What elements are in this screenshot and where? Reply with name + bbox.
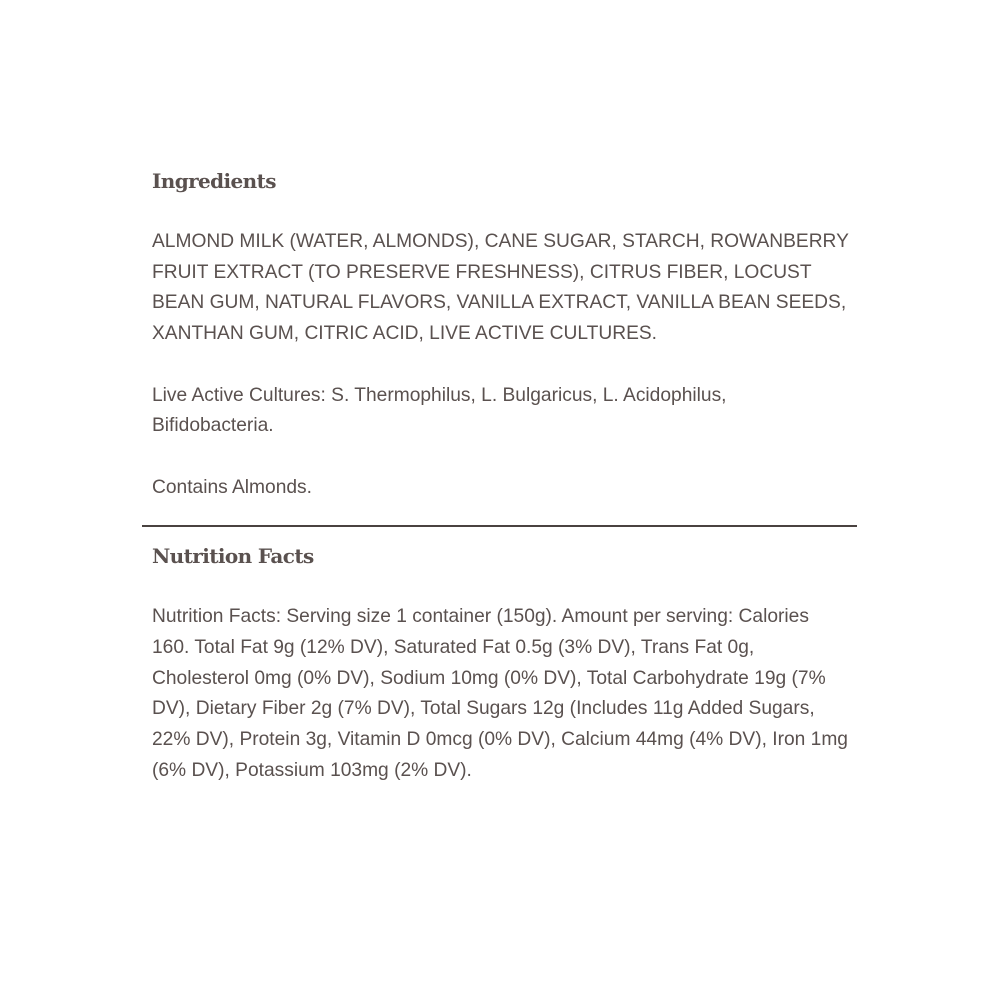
live-cultures-text: Live Active Cultures: S. Thermophilus, L. Bulgaricus, L. Acidophilus, Bifidobacteria.: [152, 384, 727, 437]
allergen-statement: Contains Almonds.: [152, 476, 312, 498]
nutrition-facts-text: Nutrition Facts: Serving size 1 container (150g). Amount per serving: Calories 160. Total Fat 9g (12% DV), Saturated Fat 0.5g (3% DV), Trans Fat 0g, Cholesterol 0mg (0% DV), Sodium 10mg (0% DV), Total Carbohydrate 19g (7% DV), Dietary Fiber 2g (7% DV), Total Sugars 12g (Includes 11g Added Sugars, 22% DV), Protein 3g, Vitamin D 0mcg (0% DV), Calcium 44mg (4% DV), Iron 1mg (6% DV), Potassium 103mg (2% DV).: [152, 606, 848, 781]
ingredients-list: ALMOND MILK (WATER, ALMONDS), CANE SUGAR, STARCH, ROWANBERRY FRUIT EXTRACT (TO PRESERVE FRESHNESS), CITRUS FIBER, LOCUST BEAN GUM, NATURAL FLAVORS, VANILLA EXTRACT, VANILLA BEAN SEEDS, XANTHAN GUM, CITRIC ACID, LIVE ACTIVE CULTURES.: [152, 231, 849, 345]
product-info-panel: [142, 166, 857, 787]
section-divider: [142, 525, 857, 527]
ingredients-heading: Ingredients: [152, 169, 276, 193]
nutrition-heading: Nutrition Facts: [152, 544, 314, 569]
ingredients-section: [142, 166, 857, 503]
nutrition-section: [142, 541, 857, 786]
